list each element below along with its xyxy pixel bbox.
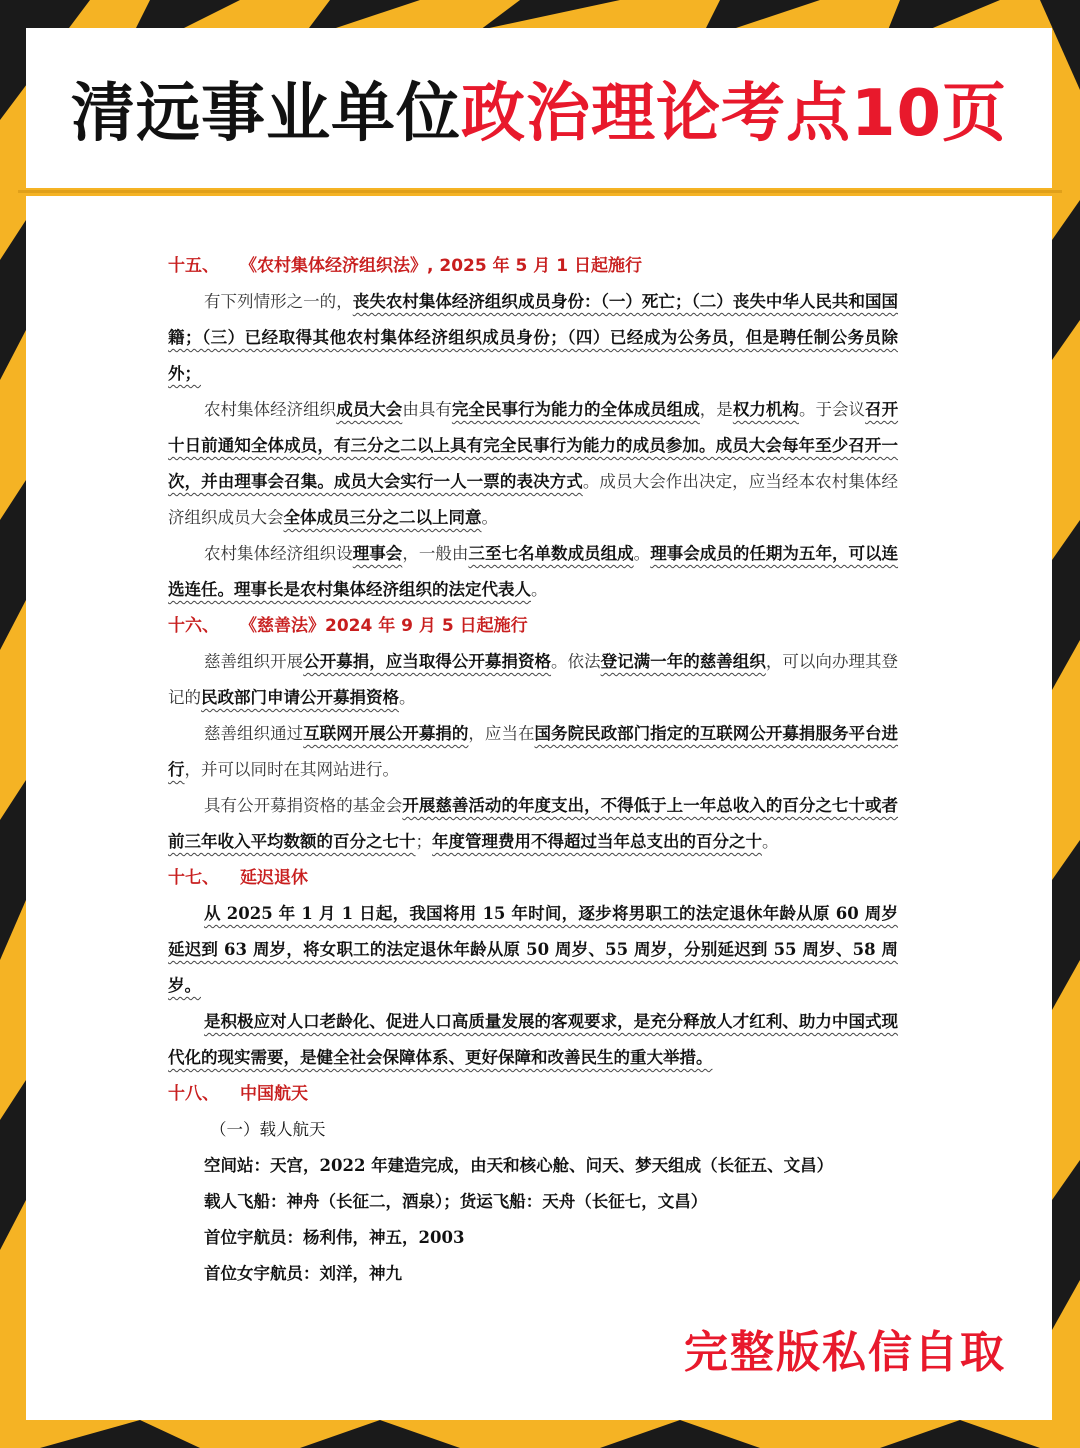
emphasis-text: 开展慈善活动的年度支出，不得低于上一年总收入的百分之七十或者前三年收入平均数额的百分之七十: [168, 796, 899, 851]
document-content: [168, 248, 898, 1292]
emphasis-text: 全体成员三分之二以上同意: [283, 508, 482, 527]
text-run: 。依法: [551, 652, 601, 671]
title-red-part: 政治理论考点10页: [460, 77, 1008, 151]
emphasis-text: 召开十日前通知全体成员，有三分之二以上具有完全民事行为能力的成员参加。成员大会每年至少召开一次，并由理事会召集。成员大会实行一人一票的表决方式: [168, 400, 899, 491]
emphasis-text: 年度管理费用不得超过当年总支出的百分之十: [432, 832, 762, 851]
section-heading: [168, 608, 898, 644]
emphasis-text: 从 2025 年 1 月 1 日起，我国将用 15 年时间，逐步将男职工的法定退休年龄从原 60 周岁延迟到 63 周岁，将女职工的法定退休年龄从原 50 周岁、55 周岁，分别延迟到 55 周岁、58 周岁。: [168, 904, 898, 995]
paragraph: [168, 896, 898, 1004]
text-run: 农村集体经济组织: [204, 400, 337, 419]
section-heading: [168, 1076, 898, 1112]
fact-line: 首位宇航员：杨利伟，神五，2003: [204, 1228, 465, 1247]
section-title: 《慈善法》2024 年 9 月 5 日起施行: [240, 616, 528, 636]
section-title: 中国航天: [240, 1084, 308, 1104]
emphasis-text: 民政部门申请公开募捐资格: [201, 688, 399, 707]
paragraph: [168, 392, 898, 536]
paragraph: [168, 1004, 898, 1076]
section-number: 十七、: [168, 868, 219, 888]
page-title: [71, 62, 1007, 154]
header-divider: [18, 190, 1062, 193]
section-title: 《农村集体经济组织法》, 2025 年 5 月 1 日起施行: [240, 256, 642, 276]
section-number: 十六、: [168, 616, 219, 636]
fact-line: 空间站：天宫，2022 年建造完成，由天和核心舱、问天、梦天组成（长征五、文昌）: [204, 1156, 834, 1175]
text-run: ，应当在: [468, 724, 535, 743]
section-heading: [168, 248, 898, 284]
text-run: 。: [399, 688, 416, 707]
paragraph: [168, 716, 898, 788]
emphasis-text: 成员大会: [336, 400, 403, 419]
emphasis-text: 权力机构: [732, 400, 799, 419]
text-run: ，一般由: [402, 544, 469, 563]
text-run: 。: [762, 832, 779, 851]
subsection-heading: （一）载人航天: [210, 1120, 326, 1139]
section-number: 十八、: [168, 1084, 219, 1104]
section-heading: [168, 860, 898, 896]
text-run: 。于会议: [798, 400, 866, 419]
text-run: ，是: [699, 400, 733, 419]
emphasis-text: 三至七名单数成员组成: [468, 544, 634, 563]
text-run: 由具有: [402, 400, 452, 419]
text-run: 。: [531, 580, 548, 599]
title-black-part: 清远事业单位: [70, 77, 461, 151]
emphasis-text: 理事会成员的任期为五年，可以连选连任。理事长是农村集体经济组织的法定代表人: [168, 544, 899, 599]
text-run: 具有公开募捐资格的基金会: [204, 796, 403, 815]
emphasis-text: 是积极应对人口老龄化、促进人口高质量发展的客观要求，是充分释放人才红利、助力中国式现代化的现实需要，是健全社会保障体系、更好保障和改善民生的重大举措。: [168, 1012, 898, 1067]
fact-line: 首位女宇航员：刘洋，神九: [204, 1264, 402, 1283]
emphasis-text: 登记满一年的慈善组织: [600, 652, 766, 671]
section-number: 十五、: [168, 256, 219, 276]
emphasis-text: 互联网开展公开募捐的: [303, 724, 469, 743]
text-run: ，并可以同时在其网站进行。: [184, 760, 399, 779]
text-run: 。成员大会作出决定，应当经本农村集体经济组织成员大会: [168, 472, 899, 527]
paragraph: [168, 644, 898, 716]
paragraph: [168, 284, 898, 392]
emphasis-text: 完全民事行为能力的全体成员组成: [451, 400, 700, 419]
text-run: 农村集体经济组织设: [204, 544, 353, 563]
text-run: 。: [481, 508, 498, 527]
text-run: 慈善组织通过: [204, 724, 304, 743]
footer-callout: 完整版私信自取: [684, 1327, 1006, 1378]
text-run: 。: [633, 544, 651, 563]
emphasis-text: 国务院民政部门指定的互联网公开募捐服务平台进行: [168, 724, 899, 779]
paragraph: [168, 788, 898, 860]
emphasis-text: 公开募捐，应当取得公开募捐资格: [303, 652, 552, 671]
section-title: 延迟退休: [240, 868, 308, 888]
text-run: ；: [415, 832, 432, 851]
title-banner: [26, 28, 1052, 188]
paragraph: [168, 536, 898, 608]
emphasis-text: 理事会: [352, 544, 403, 563]
fact-line: 载人飞船：神舟（长征二，酒泉）；货运飞船：天舟（长征七，文昌）: [204, 1192, 708, 1211]
text-run: 慈善组织开展: [204, 652, 304, 671]
text-run: ，可以向办理其登记的: [168, 652, 899, 707]
text-run: 有下列情形之一的，: [204, 292, 353, 311]
emphasis-text: 丧失农村集体经济组织成员身份：（一）死亡；（二）丧失中华人民共和国国籍；（三）已经取得其他农村集体经济组织成员身份；（四）已经成为公务员，但是聘任制公务员除外；: [168, 292, 899, 383]
document-page: [26, 196, 1052, 1420]
